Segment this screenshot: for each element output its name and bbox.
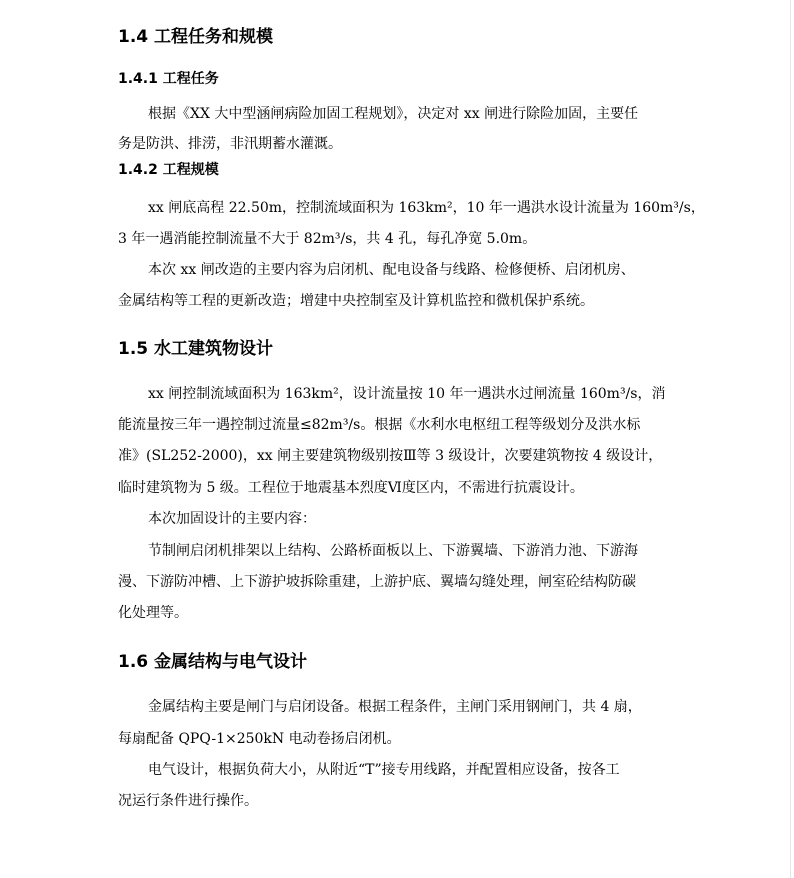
paragraph-line: xx 闸底高程 22.50m，控制流域面积为 163km²，10 年一遇洪水设计流量为 160m³/s， [148,200,705,216]
paragraph-line: 本次加固设计的主要内容： [148,511,316,527]
paragraph-line: 电气设计，根据负荷大小，从附近“T”接专用线路，并配置相应设备，按各工 [148,762,620,778]
paragraph-line: 务是防洪、排涝，非汛期蓄水灌溉。 [118,136,342,152]
heading-1-4-2: 1.4.2 工程规模 [118,162,219,178]
paragraph-line: 每扇配备 QPQ-1×250kN 电动卷扬启闭机。 [118,731,401,747]
paragraph-line: 况运行条件进行操作。 [118,793,258,809]
heading-1-6: 1.6 金属结构与电气设计 [118,652,308,672]
paragraph-line: 3 年一遇消能控制流量不大于 82m³/s，共 4 孔，每孔净宽 5.0m。 [118,231,537,247]
paragraph-line: 本次 xx 闸改造的主要内容为启闭机、配电设备与线路、检修便桥、启闭机房、 [148,262,635,278]
paragraph-line: 临时建筑物为 5 级。工程位于地震基本烈度Ⅵ度区内，不需进行抗震设计。 [118,480,584,496]
page-edge-divider [790,0,791,878]
paragraph-line: 金属结构主要是闸门与启闭设备。根据工程条件，主闸门采用钢闸门，共 4 扇， [148,699,642,715]
paragraph-line: 能流量按三年一遇控制过流量≤82m³/s。根据《水利水电枢纽工程等级划分及洪水标 [118,417,641,433]
paragraph-line: 根据《XX 大中型涵闸病险加固工程规划》，决定对 xx 闸进行除险加固，主要任 [148,106,639,122]
paragraph-line: xx 闸控制流域面积为 163km²，设计流量按 10 年一遇洪水过闸流量 160m³/s，消 [148,386,666,402]
paragraph-line: 漫、下游防冲槽、上下游护坡拆除重建，上游护底、翼墙勾缝处理，闸室砼结构防碳 [118,574,636,590]
paragraph-line: 化处理等。 [118,605,188,621]
paragraph-line: 金属结构等工程的更新改造；增建中央控制室及计算机监控和微机保护系统。 [118,293,594,309]
heading-1-4-1: 1.4.1 工程任务 [118,71,219,87]
paragraph-line: 节制闸启闭机排架以上结构、公路桥面板以上、下游翼墙、下游消力池、下游海 [148,543,638,559]
paragraph-line: 准》(SL252-2000)，xx 闸主要建筑物级别按Ⅲ等 3 级设计，次要建筑物按 4 级设计， [118,448,663,464]
heading-1-4: 1.4 工程任务和规模 [118,27,274,47]
heading-1-5: 1.5 水工建筑物设计 [118,339,274,359]
